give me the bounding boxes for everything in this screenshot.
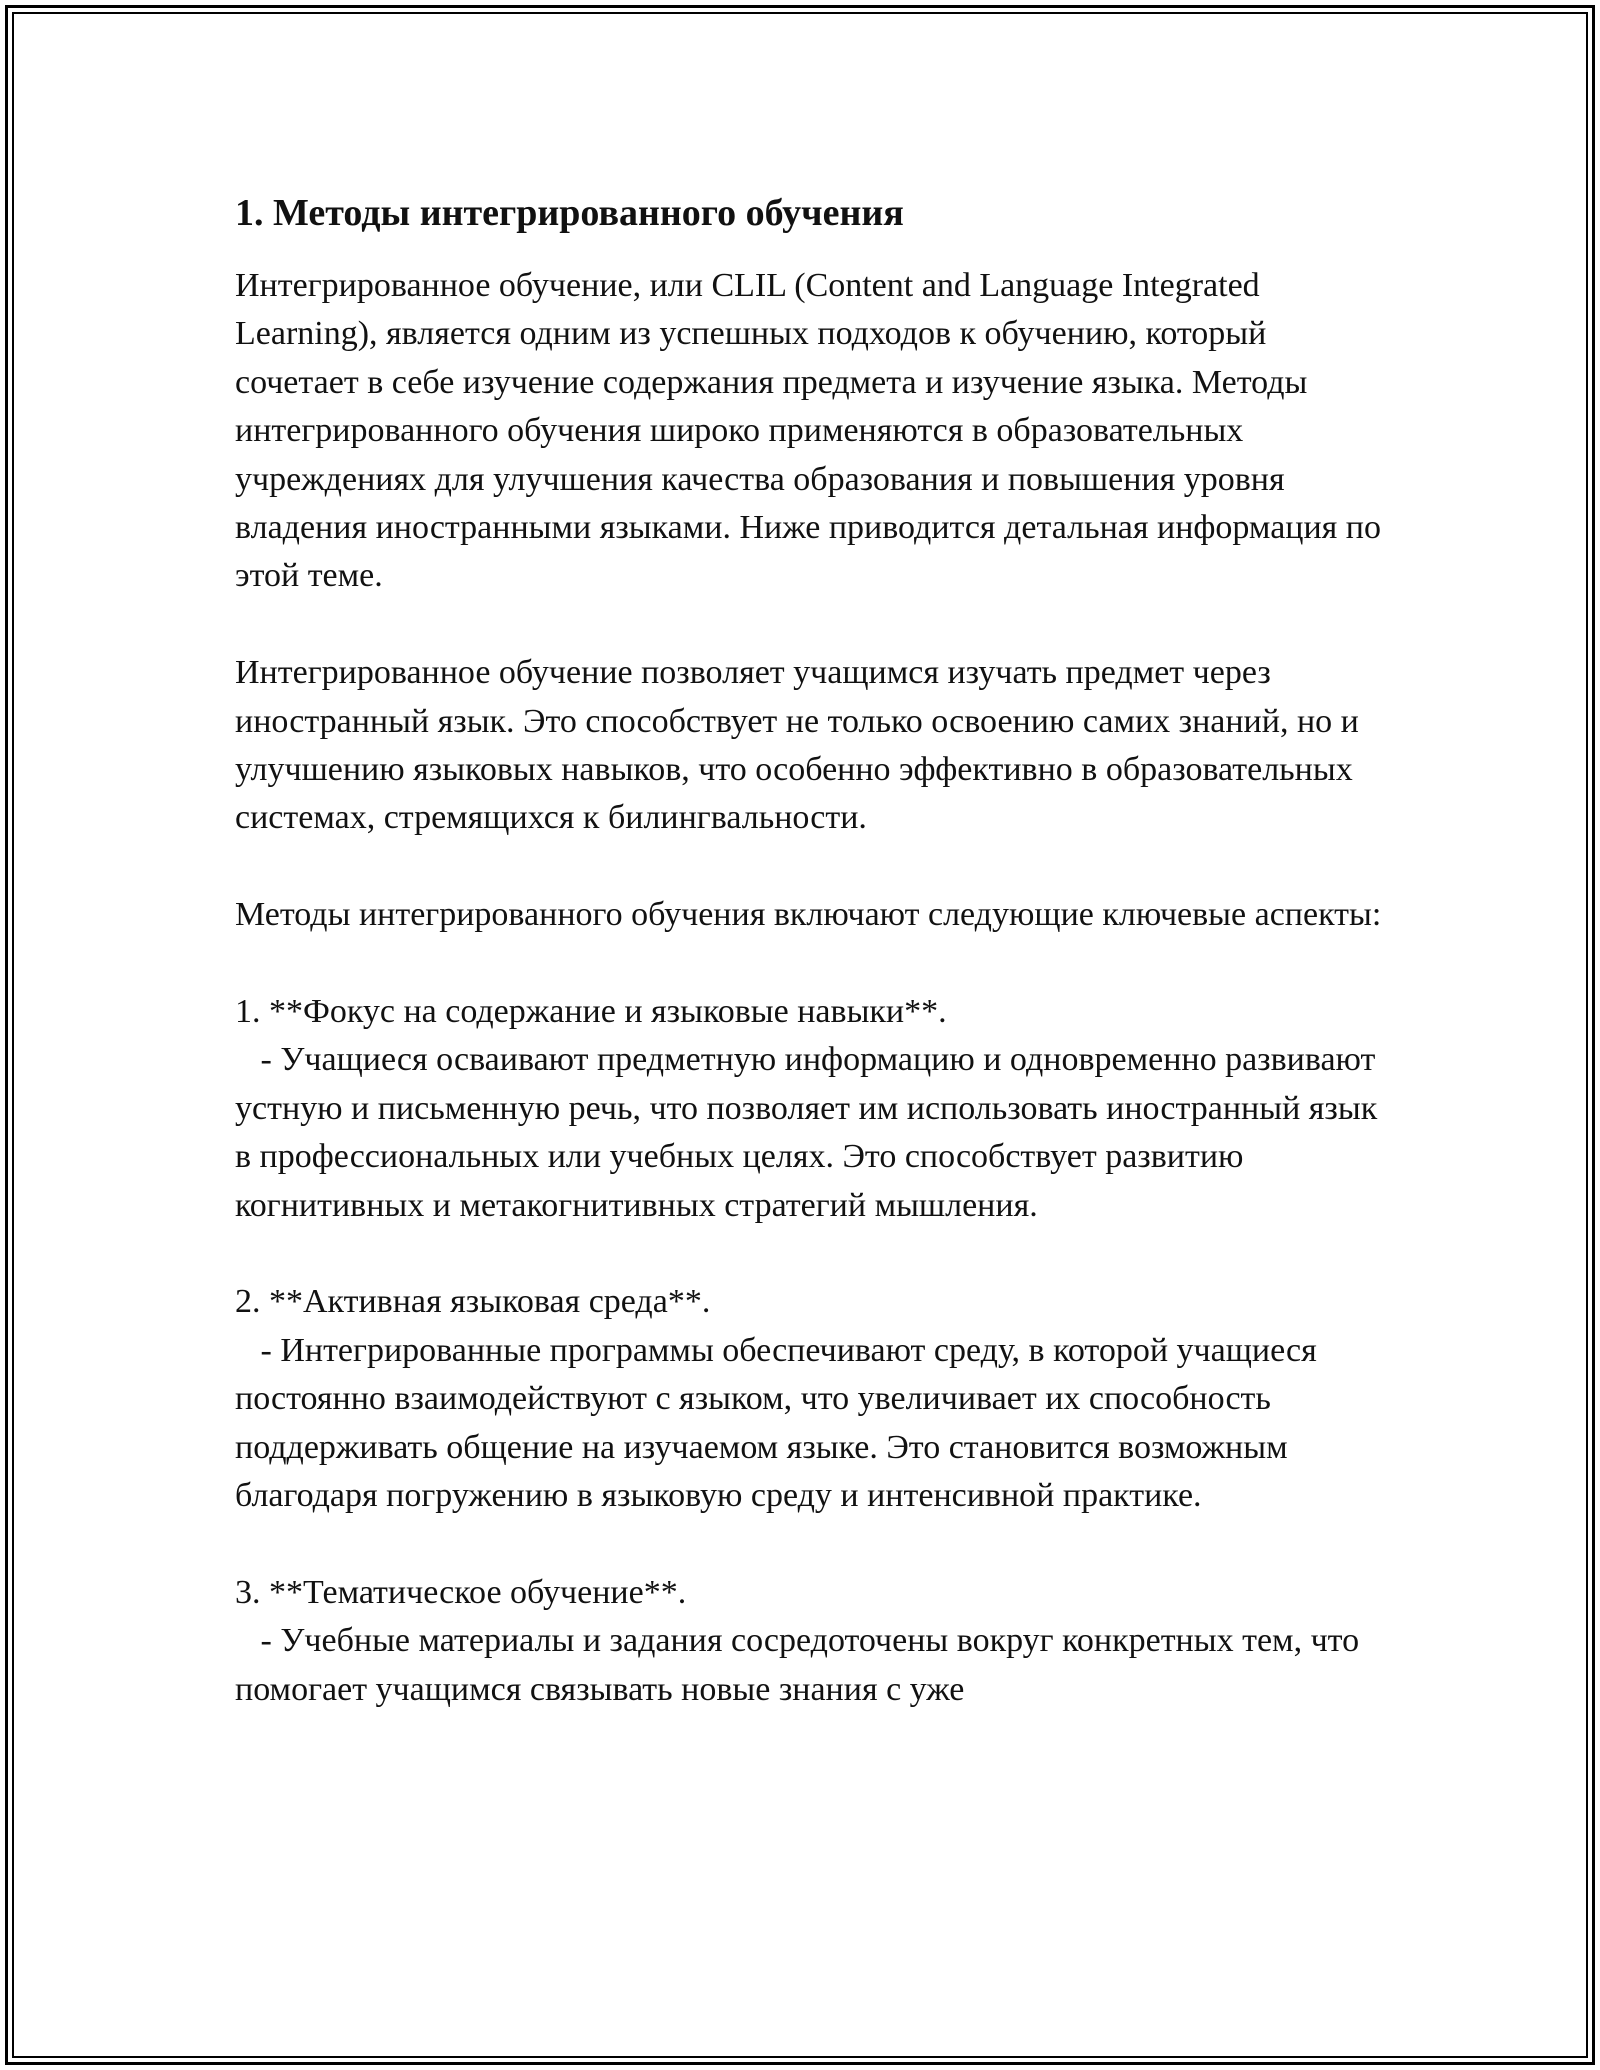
list-item-2-title: 2. **Активная языковая среда**.: [235, 1283, 711, 1321]
paragraph-spacer: [235, 1521, 1385, 1569]
intro-paragraph: Интегрированное обучение, или CLIL (Content and Language Integrated Learning), является одним из успешных подходов к обучению, который сочетает в себе изучение содержания предмета и изучение языка. Методы интегрированного обучения широко применяются в образовательных учреждениях для улучшения качества образования и повышения уровня владения иностранными языками. Ниже приводится детальная информация по этой теме.: [235, 267, 1390, 595]
paragraph-spacer: [235, 1230, 1385, 1278]
list-item-1-body: - Учащиеся осваивают предметную информацию и одновременно развивают устную и письменную речь, что позволяет им использовать иностранный язык в профессиональных или учебных целях. Это способствует развитию когнитивных и метакогнитивных стратегий мышления.: [235, 1041, 1386, 1224]
paragraph-spacer: [235, 940, 1385, 988]
list-item-3-body: - Учебные материалы и задания сосредоточены вокруг конкретных тем, что помогает учащимся связывать новые знания с уже: [235, 1622, 1368, 1708]
list-item-3-title: 3. **Тематическое обучение**.: [235, 1573, 687, 1611]
document-page: [235, 188, 1390, 1714]
list-item-1-title: 1. **Фокус на содержание и языковые навыки**.: [235, 993, 947, 1031]
paragraph-spacer: [235, 843, 1385, 891]
list-item-2-body: - Интегрированные программы обеспечивают среду, в которой учащиеся постоянно взаимодействуют с языком, что увеличивает их способность поддерживать общение на изучаемом языке. Это становится возможным благодаря погружению в языковую среду и интенсивной практике.: [235, 1331, 1326, 1515]
third-paragraph: Методы интегрированного обучения включают следующие ключевые аспекты:: [235, 896, 1382, 934]
section-heading: 1. Методы интегрированного обучения: [235, 192, 904, 234]
paragraph-spacer: [235, 601, 1385, 649]
second-paragraph: Интегрированное обучение позволяет учащимся изучать предмет через иностранный язык. Это способствует не только освоению самих знаний, но и улучшению языковых навыков, что особенно эффективно в образовательных системах, стремящихся к билингвальности.: [235, 654, 1368, 837]
